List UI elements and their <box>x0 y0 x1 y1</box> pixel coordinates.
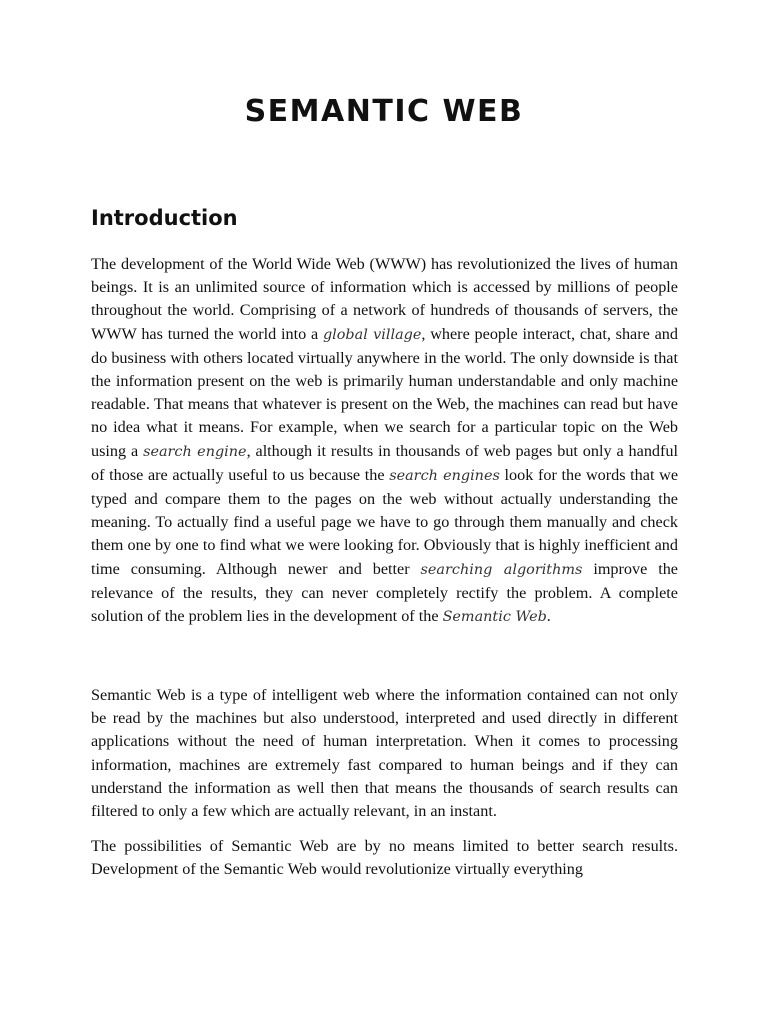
paragraph-3: The possibilities of Semantic Web are by no means limited to better search results. Development of the Semantic Web would revolutionize virtually everything <box>91 837 678 879</box>
paragraph-1-text-3: , although it results in thousands of web pages but only a handful of those are actually useful to us because the <box>91 441 678 484</box>
emphasis-global-village: global village <box>322 326 422 343</box>
paragraph-1-text-1: The development of the World Wide Web (WWW) has revolutionized the lives of human beings. It is an unlimited source of information which is accessed by millions of people throughout the world. Comprising of a network of hundreds of thousands of servers, the WWW has turned the world into a <box>91 255 678 343</box>
emphasis-semantic-web: Semantic Web <box>442 609 547 626</box>
paragraph-1 <box>91 253 678 629</box>
paragraph-1-text-5: improve the relevance of the results, they can never completely rectify the problem. A complete solution of the problem lies in the development of the <box>91 559 678 626</box>
emphasis-searching-algorithms: searching algorithms <box>420 561 583 578</box>
paragraph-1-text-2: , where people interact, chat, share and do business with others located virtually anywhere in the world. The only downside is that the information present on the web is primarily human understandable and only machine readable. That means that whatever is present on the Web, the machines can read but have no idea what it means. For example, when we search for a particular topic on the Web using a <box>91 324 678 460</box>
section-heading-introduction: Introduction <box>91 206 238 230</box>
paragraph-1-text-6: . <box>546 607 551 626</box>
emphasis-search-engine: search engine <box>143 443 247 460</box>
emphasis-search-engines: search engines <box>389 467 500 484</box>
page-title: SEMANTIC WEB <box>244 94 524 129</box>
paragraph-1-text-4: look for the words that we typed and compare them to the pages on the web without actually understanding the meaning. To actually find a useful page we have to go through them manually and check them one by one to find what we were looking for. Obviously that is highly inefficient and time consuming. Although newer and better <box>91 465 679 578</box>
paragraph-2: Semantic Web is a type of intelligent web where the information contained can not only be read by the machines but also understood, interpreted and used directly in different applications without the need of human interpretation. When it comes to processing information, machines are extremely fast compared to human beings and if they can understand the information as well then that means the thousands of search results can filtered to only a few which are actually relevant, in an instant. <box>91 686 678 821</box>
